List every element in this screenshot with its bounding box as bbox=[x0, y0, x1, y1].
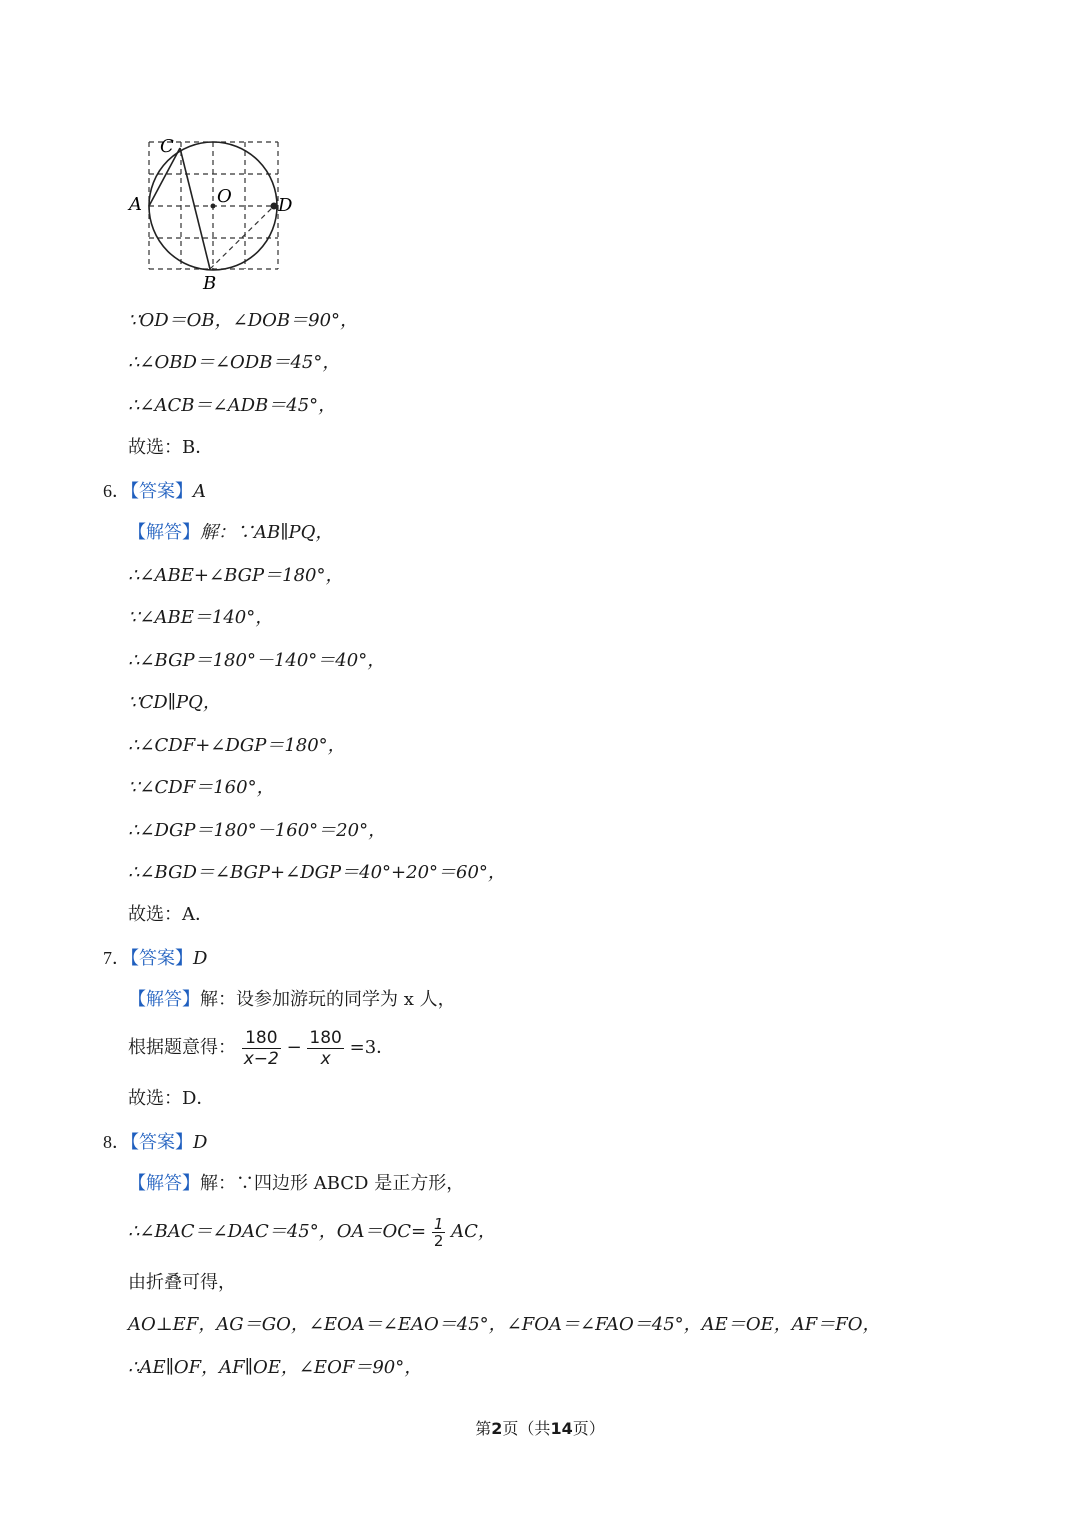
fraction-numerator: 180 bbox=[309, 1027, 342, 1048]
solution-line: ∴∠ACB＝∠ADB＝45°， bbox=[128, 395, 337, 416]
solution-line: ∴∠BGP＝180°－140°＝40°， bbox=[128, 650, 386, 671]
solution-line: ∵CD∥PQ， bbox=[128, 692, 221, 713]
solution-text: 解：设参加游玩的同学为 x 人， bbox=[200, 989, 456, 1010]
choice-line: 故选：B． bbox=[128, 437, 214, 458]
solution-line: ∵OD＝OB，∠DOB＝90°， bbox=[128, 310, 359, 331]
solution-text: 解：∵四边形 ABCD 是正方形， bbox=[200, 1173, 465, 1194]
equation-prefix: 根据题意得： bbox=[128, 1037, 236, 1058]
question-7-header bbox=[103, 946, 207, 971]
label-b: B bbox=[203, 273, 217, 294]
fraction bbox=[432, 1216, 446, 1249]
solution-text: 解：∵AB∥PQ， bbox=[200, 522, 334, 543]
choice-line: 故选：A． bbox=[128, 904, 213, 925]
solution-line bbox=[128, 1172, 464, 1196]
fraction-denominator: x bbox=[307, 1048, 343, 1069]
footer-prefix: 第 bbox=[475, 1419, 492, 1438]
equation-suffix: AC， bbox=[451, 1221, 496, 1242]
solution-line bbox=[128, 988, 456, 1012]
solution-line: ∴∠ABE+∠BGP＝180°， bbox=[128, 565, 344, 586]
fraction-numerator: 1 bbox=[433, 1214, 444, 1233]
question-number: 7． bbox=[103, 948, 130, 968]
choice-line: 故选：D． bbox=[128, 1088, 215, 1109]
fraction-denominator: 2 bbox=[433, 1231, 444, 1250]
minus-sign: − bbox=[286, 1037, 302, 1058]
label-o: O bbox=[217, 186, 232, 207]
page-number: 2 bbox=[491, 1419, 503, 1438]
question-number: 6． bbox=[103, 481, 130, 501]
label-a: A bbox=[129, 194, 142, 215]
solution-line: AO⊥EF，AG＝GO，∠EOA＝∠EAO＝45°，∠FOA＝∠FAO＝45°，AE＝OE，AF＝FO， bbox=[128, 1314, 881, 1335]
fraction-numerator: 180 bbox=[245, 1027, 278, 1048]
footer-middle: 页（共 bbox=[502, 1419, 551, 1438]
fraction bbox=[307, 1028, 343, 1069]
equation-prefix: ∴∠BAC＝∠DAC＝45°，OA＝OC= bbox=[128, 1221, 427, 1242]
solution-line: ∴∠BGD＝∠BGP+∠DGP＝40°+20°＝60°， bbox=[128, 862, 506, 883]
equation-line bbox=[128, 1026, 394, 1070]
solution-line: ∴∠OBD＝∠ODB＝45°， bbox=[128, 352, 341, 373]
label-c: C bbox=[160, 136, 174, 157]
equation-suffix: =3． bbox=[349, 1037, 395, 1058]
equation-line bbox=[128, 1212, 496, 1252]
solution-line: ∴∠CDF+∠DGP＝180°， bbox=[128, 735, 346, 756]
answer-value: D bbox=[193, 948, 208, 969]
solution-tag: 【解答】 bbox=[128, 1173, 200, 1194]
answer-value: A bbox=[193, 481, 206, 502]
question-6-header bbox=[103, 479, 206, 504]
circle-grid-figure bbox=[120, 130, 310, 295]
footer-suffix: 页） bbox=[572, 1419, 605, 1438]
page-footer bbox=[0, 1416, 1080, 1439]
solution-line: 由折叠可得， bbox=[128, 1272, 236, 1293]
fraction-denominator: x−2 bbox=[243, 1048, 279, 1069]
solution-tag: 【解答】 bbox=[128, 522, 200, 543]
answer-tag: 【答案】 bbox=[130, 481, 193, 502]
solution-line bbox=[128, 521, 333, 545]
label-d: D bbox=[278, 195, 293, 216]
solution-line: ∴AE∥OF，AF∥OE，∠EOF＝90°， bbox=[128, 1357, 423, 1378]
answer-tag: 【答案】 bbox=[130, 948, 193, 969]
fraction bbox=[242, 1028, 281, 1069]
total-pages: 14 bbox=[550, 1419, 573, 1438]
solution-line: ∴∠DGP＝180°－160°＝20°， bbox=[128, 820, 387, 841]
solution-line: ∵∠ABE＝140°， bbox=[128, 607, 274, 628]
question-8-header bbox=[103, 1130, 207, 1155]
answer-value: D bbox=[193, 1132, 208, 1153]
solution-tag: 【解答】 bbox=[128, 989, 200, 1010]
answer-tag: 【答案】 bbox=[130, 1132, 193, 1153]
question-number: 8． bbox=[103, 1132, 130, 1152]
solution-line: ∵∠CDF＝160°， bbox=[128, 777, 275, 798]
